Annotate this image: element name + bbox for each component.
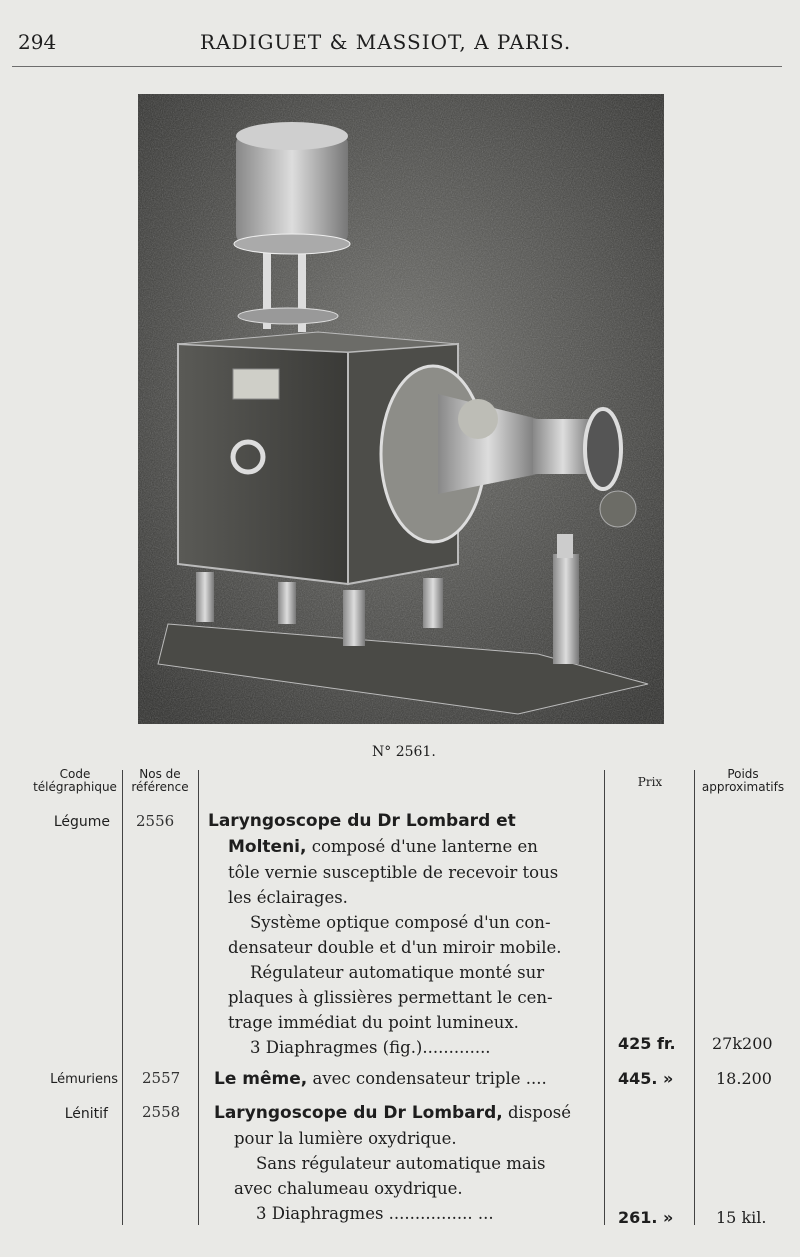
reference-number: 2556 bbox=[136, 812, 175, 830]
column-header-reference bbox=[124, 768, 196, 794]
description-line: trage immédiat du point lumineux. bbox=[228, 1013, 519, 1032]
item-title: Laryngoscope du Dr Lombard, bbox=[214, 1103, 503, 1123]
header-rule bbox=[12, 66, 782, 67]
column-header-code-line2: télégraphique bbox=[33, 780, 117, 794]
item-description bbox=[208, 808, 561, 1060]
column-header-price bbox=[608, 776, 692, 789]
item-description bbox=[214, 1066, 547, 1092]
item-price-value: 261. » bbox=[618, 1208, 674, 1227]
column-rule bbox=[122, 770, 123, 1225]
description-line: disposé bbox=[507, 1103, 571, 1122]
description-line: avec chalumeau oxydrique. bbox=[234, 1179, 463, 1198]
running-head: RADIGUET & MASSIOT, A PARIS. bbox=[200, 30, 572, 54]
description-line: densateur double et d'un miroir mobile. bbox=[228, 938, 562, 957]
column-rule bbox=[604, 770, 605, 1225]
item-title-continued: Molteni, bbox=[228, 837, 307, 857]
item-weight: 27k200 bbox=[712, 1034, 773, 1053]
column-header-weight-line1: Poids bbox=[727, 767, 759, 781]
column-header-reference-line2: référence bbox=[131, 780, 189, 794]
description-line: avec condensateur triple .... bbox=[312, 1069, 547, 1088]
description-line: Sans régulateur automatique mais bbox=[256, 1154, 546, 1173]
item-price-value: 425 fr. bbox=[618, 1034, 676, 1053]
description-line: les éclairages. bbox=[228, 888, 348, 907]
reference-number: 2557 bbox=[142, 1069, 181, 1087]
telegraphic-code: Légume bbox=[53, 814, 110, 830]
item-weight: 15 kil. bbox=[716, 1208, 767, 1227]
description-line: 3 Diaphragmes (fig.)............. bbox=[250, 1038, 491, 1057]
figure-caption: N° 2561. bbox=[372, 744, 436, 760]
column-rule bbox=[694, 770, 695, 1225]
page-number: 294 bbox=[18, 30, 57, 54]
laryngoscope-photo bbox=[138, 94, 664, 724]
column-rule bbox=[198, 770, 199, 1225]
column-header-code bbox=[30, 768, 120, 794]
column-header-code-line1: Code bbox=[59, 767, 91, 781]
item-price bbox=[618, 1069, 673, 1088]
item-weight: 18.200 bbox=[716, 1069, 772, 1088]
telegraphic-code: Lémuriens bbox=[50, 1072, 118, 1087]
description-line: plaques à glissières permettant le cen- bbox=[228, 988, 553, 1007]
item-price-value: 445. » bbox=[618, 1069, 674, 1088]
item-price bbox=[618, 1034, 676, 1053]
description-line: Régulateur automatique monté sur bbox=[250, 963, 545, 982]
item-price bbox=[618, 1208, 673, 1227]
item-description bbox=[214, 1100, 571, 1226]
telegraphic-code: Lénitif bbox=[64, 1106, 108, 1122]
description-line: Système optique composé d'un con- bbox=[250, 913, 551, 932]
description-line: 3 Diaphragmes ................ ... bbox=[256, 1204, 494, 1223]
description-line: tôle vernie susceptible de recevoir tous bbox=[228, 863, 559, 882]
description-line: composé d'une lanterne en bbox=[311, 837, 538, 856]
column-header-price-label: Prix bbox=[637, 775, 663, 789]
column-header-weight bbox=[698, 768, 788, 794]
laryngoscope-illustration bbox=[138, 94, 664, 724]
column-header-weight-line2: approximatifs bbox=[701, 780, 785, 794]
item-title: Le même, bbox=[214, 1069, 308, 1089]
reference-number: 2558 bbox=[142, 1103, 181, 1121]
description-line: pour la lumière oxydrique. bbox=[234, 1129, 457, 1148]
item-title: Laryngoscope du Dr Lombard et bbox=[208, 811, 516, 831]
column-header-reference-line1: Nos de bbox=[139, 767, 181, 781]
